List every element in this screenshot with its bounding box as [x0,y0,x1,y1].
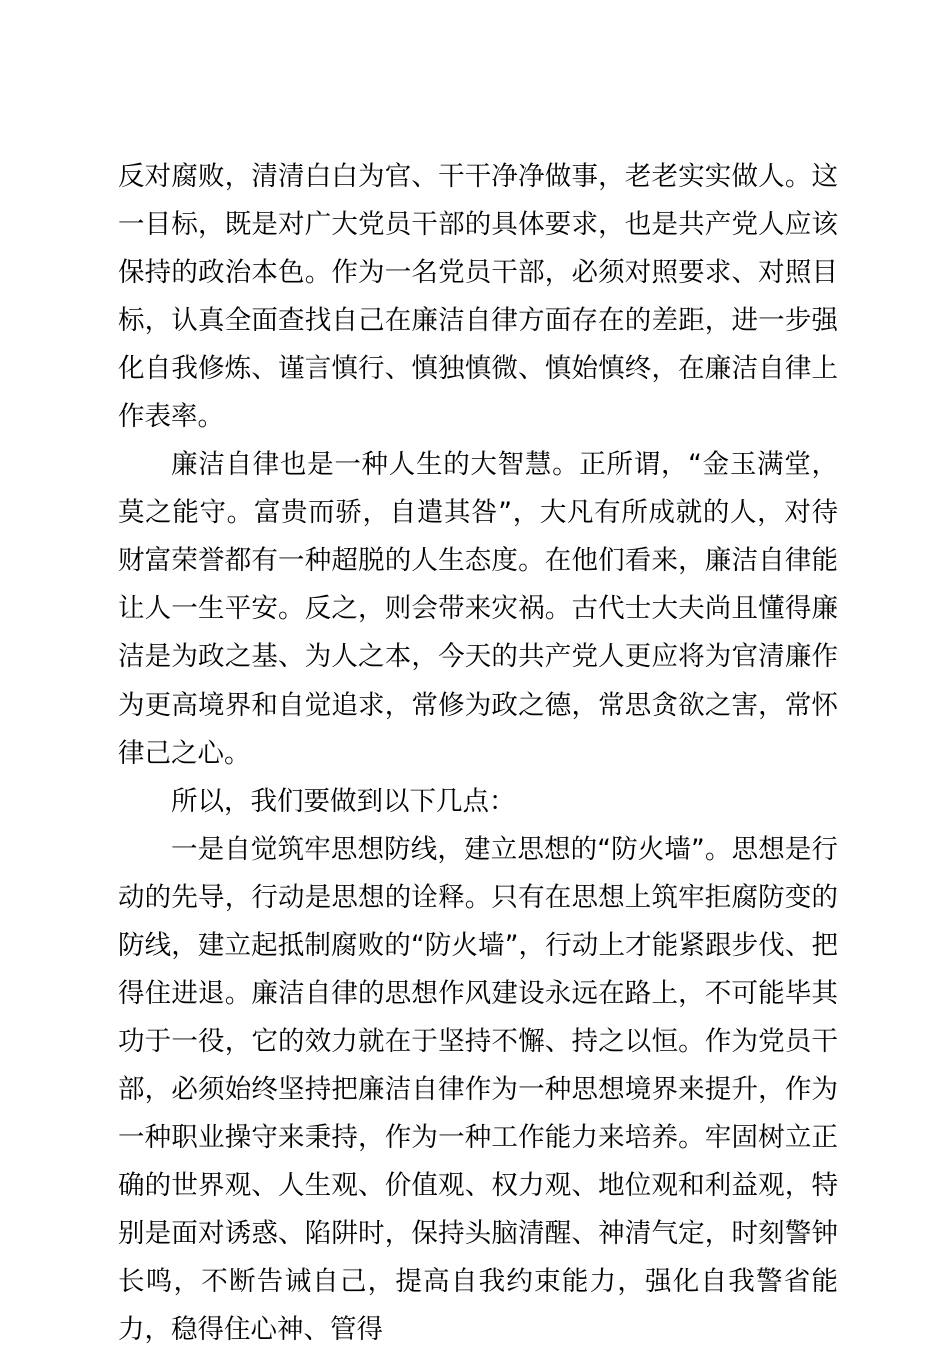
paragraph-1: 反对腐败，清清白白为官、干干净净做事，老老实实做人。这一目标，既是对广大党员干部的具体要求，也是共产党人应该保持的政治本色。作为一名党员干部，必须对照要求、对照目标，认真全面查找自己在廉洁自律方面存在的差距，进一步强化自我修炼、谨言慎行、慎独慎微、慎始慎终，在廉洁自律上作表率。 [118,161,838,433]
paragraph-4: 一是自觉筑牢思想防线，建立思想的“防火墙”。思想是行动的先导，行动是思想的诠释。只有在思想上筑牢拒腐防变的防线，建立起抵制腐败的“防火墙”，行动上才能紧跟步伐、把得住进退。廉洁自律的思想作风建设永远在路上，不可能毕其功于一役，它的效力就在于坚持不懈、持之以恒。作为党员干部，必须始终坚持把廉洁自律作为一种思想境界来提升，作为一种职业操守来秉持，作为一种工作能力来培养。牢固树立正确的世界观、人生观、价值观、权力观、地位观和利益观，特别是面对诱惑、陷阱时，保持头脑清醒、神清气定，时刻警钟长鸣，不断告诫自己，提高自我约束能力，强化自我警省能力，稳得住心神、管得 [118,833,838,1346]
paragraph-2: 廉洁自律也是一种人生的大智慧。正所谓，“金玉满堂，莫之能守。富贵而骄，自遣其咎”，大凡有所成就的人，对待财富荣誉都有一种超脱的人生态度。在他们看来，廉洁自律能让人一生平安。反之，则会带来灾祸。古代士大夫尚且懂得廉洁是为政之基、为人之本，今天的共产党人更应将为官清廉作为更高境界和自觉追求，常修为政之德，常思贪欲之害，常怀律己之心。 [118,449,838,769]
paragraph-3: 所以，我们要做到以下几点： [171,785,516,817]
document-body [118,153,838,1354]
